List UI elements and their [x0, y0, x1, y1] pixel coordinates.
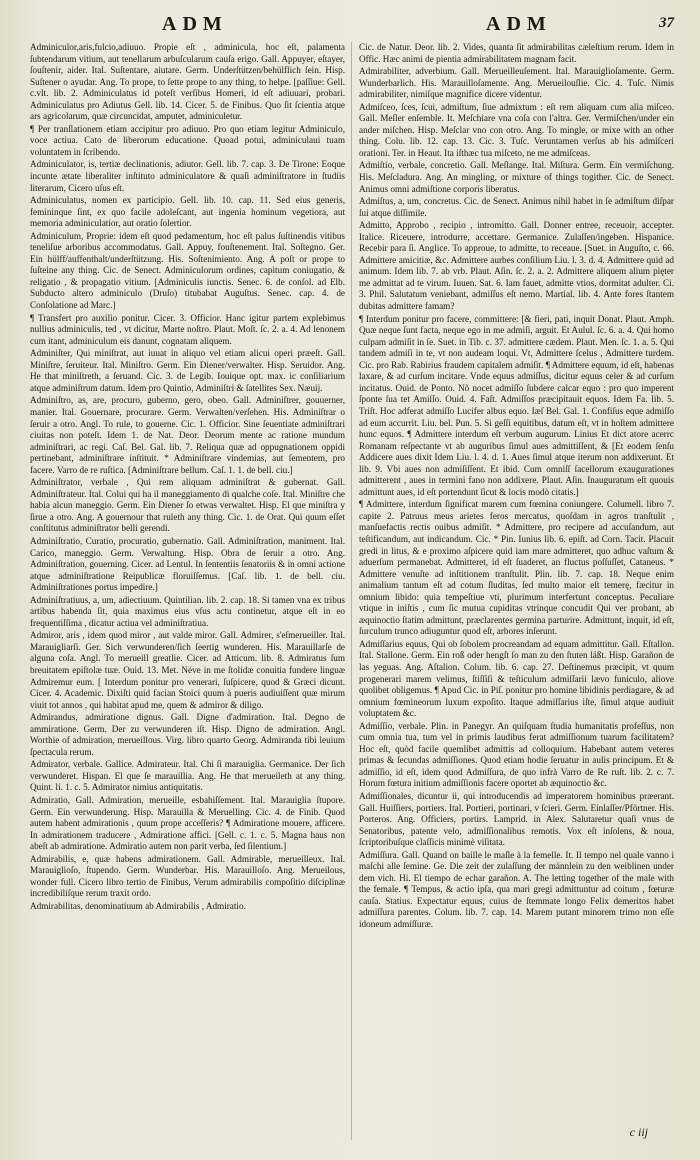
dictionary-entry: Admirabilis, e, quæ habens admirationem. Gall. Admirable, merueilleux. Ital. Marauiglioſo, ſtupendo. Germ. Wunderbar. His. Marauilloſo. Ang. Merueilous, wonder full. Cicero libro tertio de Finibus, Verum admirabilis compoſitio diſciplinæ incredibiliſque rerum traxit ordo. — [30, 853, 345, 899]
dictionary-entry: Admirabilitas, denominatiuum ab Admirabilis , Admiratio. — [30, 900, 246, 911]
dictionary-entry: Admiſſionales, dicuntur ii, qui introducendis ad imperatorem hominibus præerant. Gall. Huiſſiers, portiers. Ital. Portieri, portinari, v ſcieri. Germ. Einlaſſer/Pförtner. His. Porteros. Ang. Officiers, portirs. Lamprid. in Alex. Salutaretur quaſi vnus de Senatoribus, patente velo, admiſſionalibus remotis. Vox eſt inſolens, & noua, ſcriptoribuſque claſſicis minimè viſitata. — [359, 791, 674, 848]
dictionary-entry: Admiſſio, verbale. Plin. in Panegyr. An quiſquam ſtudia humanitatis profeſſus, non cum omnia tua, tum vel in primis laudibus ferat admiſſionum tuarum facilitatem? Hoc eſt, quòd facile quemlibet admittis ad colloquium. Habebant autem veteres primas & ſecundas admiſſiones. Quod etiam hodie ſeruatur in aulis principum. Et & admiſſio, id eſt, idem quod Admiſſura, de quo infrà Varro de Re ruſt. lib. 2. c. 7. Horum fœtura initium admiſſionis facere oportet ab æquinoctio &c. — [359, 720, 674, 789]
dictionary-entry: Admiſtio, verbale, concretio. Gall. Meſlange. Ital. Miſtura. Germ. Ein vermiſchung. His. Meſcladura. Ang. An mingling, or mixture of things togither. Cic. de Senect. Animus omni admiſtione corporis liberatus. — [359, 160, 674, 194]
dictionary-entry: Adminiſtratiuus, a, um, adiectiuum. Quintilian. lib. 2. cap. 18. Si tamen vna ex tribus artibus habenda ſit, quia maximus eius vſus actu continetur, atque eſt in eo frequentiſſima , dicatur actiua vel adminiſtratiua. — [30, 594, 345, 628]
dictionary-entry: Admirabiliter, adverbium. Gall. Merueilleuſement. Ital. Marauiglioſamente. Germ. Wunderbarlich. His. Marauilloſamente. Ang. Merueilouſlie. Cic. 4. Tuſc. Nimis admirabiliter, nimiſque magnifice dicere videntur. — [359, 66, 674, 100]
dictionary-entry: Adminiculator, is, tertiæ declinationis, adiutor. Gell. lib. 7. cap. 3. De Tirone: Eoque incunte ætate liberaliter inſtituto adminiculatore & quaſi adminiſtratore in ſtudiis literarum, Cicero uſus eſt. — [30, 159, 345, 193]
dictionary-entry: Admirator, verbale. Gallice. Admirateur. Ital. Chi ſi marauiglia. Germanice. Der ſich verwunderet. Hispan. El que ſe marauillia. Ang. He that merueileth at any thing. Quint. li. 1. c. 5. Admirator nimius antiquitatis. — [30, 759, 345, 793]
dictionary-entry: ¶ Interdum ponitur pro facere, committere: [& fieri, pati, inquit Donat. Plaut. Amph. Quæ neque ſunt facta, neque ego in me admiſi, arguit. Et Aulul. ſc. 6. a. 4. Qui homo culpam admiſit in ſe. Suet. in Tib. c. 37. admittere cædem. Plaut. Men. ſc. 1. a. 5. Qui tandem admiſi in te, vt non audeam loqui. Vt, Admittere ſcelus , Admittere turdem. Cic. pro Rab. Rabirius fraudem capitalem admiſit. ¶ Admittere equum, id eſt, habenas laxare, & ad curſum incitare. Vnde equus admiſſus, dicitur equus celer & ad curſum incitatus. Ouid. de Ponto. Nõ nocet admiſſo ſubdere calcar equo : pro quo imperent ſponte ſua tet Amiſſo. Ouid. 4. Faſt. Admiſſos præcipitauit equos. Idem Fa. lib. 5. Triſt. Hoc adferat admiſſo Lucifer albus equo. Iæſ Bel. Gal. 1. Confiſus eque admiſſo ad eum accurrit. Liu. bel. Pun. 5. Si geſſi equitibus, datum eſt, vt in hoſtem admittere hunc equos. ¶ Admittere interdum eſt verbum augurum. Linius Et dict atore acerrc Romanam reſpectante vt ab auguribus ſimul aues admittiſſent, & [Et eodem ſenſu Addicere aues dixit Idem Liu. l. 4. d. 1. Aues ſimul atque iterum non addixerunt. Et lib. 9. Vbi aues non admiſiſſent. Et ibid. Cum omniſſ ſacellorum exaugurationes admitterent , aues in termini fano non addixere. Plaut. Aſin. Inauguratum eſt quouis admittunt aues, id eſt portendunt ſicut & locis modò citatis.] — [359, 313, 674, 497]
column-right — [359, 42, 674, 932]
dictionary-entry: Adminiculor,aris,fulcio,adiuuo. Propie eſt , adminicula, hoc eſt, palamenta ſubtendarum vitium, aut tenellarum arbuſcularum cauſa erigo. Gall. Appuyer, eſtayer, ſouſtenir, aider. Ital. Suſtentare, aiutare. Germ. Underſtützen/behülflich ſein. Hisp. Suſtener o ayudar. Ang. To prope, to ſette prope to any thing, to helpe. [paſſiue: Gell. c.vlt. lib. 2. Adminiculatus id poteſt verſibus Homeri, id eſt adiuuari, probari. Adminiculatus pro Adiutus Gell. lib. 14. Cicer. 5. de Finibus. Quo ſit ſcientia atque ars agricolarum, quæ circuncidat, amputet, adminiculetur. — [30, 42, 345, 122]
signature-mark: c iij — [629, 1125, 648, 1139]
running-header — [30, 8, 674, 42]
header-word-left: ADM — [162, 13, 228, 35]
dictionary-entry: Cic. de Natur. Deor. lib. 2. Vides, quanta ſit admirabilitas cæleſtium rerum. Idem in Offic. Hæc animi de pientia admirabilitatem magnam facit. — [359, 42, 674, 64]
dictionary-entry: Adminiſtratio, Curatio, procuratio, gubernatio. Gall. Adminiſtration, maniment. Ital. Carico, maneggio. Germ. Verwaltung. Hisp. Obra de ſeruir a otro. Ang. Adminiſtration, gouerning. Cicer. ad Lentul. In ſententiis ſenatoriis & in omni actione atque adminiſtratione Reipublicæ floruiſſemus. [Caſ. lib. 1. de bell. ciu. Adminiſtrationes portus impedire.] — [30, 535, 345, 593]
column-left — [30, 42, 345, 932]
dictionary-entry: Admiſtus, a, um, concretus. Cic. de Senect. Animus nihil habet in ſe admiſtum diſpar ſui atque diſſimile. — [359, 196, 674, 218]
dictionary-entry: Adminiculatus, nomen ex participio. Gell. lib. 10. cap. 11. Sed eius generis, femininque ſint, ex quo facile adoleſcant, aut ingenia hominum vegetiora, aut memoria adminiculatior, aut oratio ſolertior. — [30, 195, 345, 229]
dictionary-entry: Adminiculum, Proprie: idem eſt quod pedamentum, hoc eſt palus ſuſtinendis vitibus teneliſue arboribus accommodatus. Gall. Appuy, fouſtenement. Ital. Soſtegno. Ger. Ein hülff/auffenthalt/underſtützung. His. Soſtenimiento. Ang. A poſt or prope to ſuſteine any thing. Cic. de Senect. Adminiculorum ordines, capitum coniugatio, & religatio , & propagatio vitium. [Adminiculis iunctis. Senec. 6. de conſol. ad Elb. Subducto altero adminiculo (Druſo) titubabat Auguſtus. Senec. cap. 4. de Conſolatione ad Marc.] — [30, 230, 345, 311]
dictionary-entry: Admiror, aris , idem quod miror , aut valde miror. Gall. Admirer, s'eſmerueiller. Ital. Marauigliarſi. Ger. Sich verwunderen/ſich ſeertig wunderen. His. Marauillarſe de alguna coſa. Angl. To merueill greatlie. Cicer. ad Atticum. lib. 8. Admiratus ſum breuitatem epiſtolæ tuæ. Ouid. 13. Met. Néve in me ſtolidæ conuitia fundere linguæ Admiremur eum. [ Interdum ponitur pro venerari, ſuſpicere, quod & Græci dicunt. Cicer. 4. Academic. Dixiſti quid facian Stoici quum à pueris audiuiſſent quæ mirum viuit tot annos , qui habitat apud me, quem & admiror & diligo. — [30, 630, 345, 710]
text-columns — [30, 42, 674, 932]
dictionary-entry: Adminiſtrator, verbale , Qui rem aliquam adminiſtrat & gubernat. Gall. Adminiſtrateur. Ital. Colui qui ha il maneggiamento di qualche coſe. Ital. Miniſtre che habia alcun maneggio. Germ. Ein Diener ſo etwas verwaltet. Hisp. El que miniſtra y ſirue a otro. Ang. A gouernour that ruleth any thing. Cic. 1. de Orat. Qui quum eſſet conſtitutus adminiſtrator belli gerendi. — [30, 477, 345, 534]
column-divider — [351, 42, 352, 1140]
header-word-right: ADM — [486, 13, 552, 35]
page-number: 37 — [659, 15, 674, 31]
dictionary-entry: Admiſſarius equus, Qui ob ſobolem procreandam ad equam admittitur. Gall. Eſtallon. Ital. Stallone. Germ. Ein roß oder hengſt ſo man zu den ſtuten läßt. Hisp. Garañon de las yeguas. Ang. Aſtalion. Colum. lib. 6. cap. 27. Deſtinemus præcipit, vt quum progenerari marem velimus, ſtiſſiſi & teſticulum admiſſarii lævo funiculo, aliove quolibet obligemus. ¶ Apud Cic. in Piſ. ponitur pro homine libidinis perdiagare, & ad omnium fœmineorum luxum expoſito. Itaque admiſſarius iſte, ſimul atque audiuit voluptatem &c. — [359, 638, 674, 719]
dictionary-entry: Admitto, Approbo , recipio , intromitto. Gall. Donner entree, receuoir, accepter. Italice. Riceuere, introdurre, accettare. Germanice. Zulaſſen/ingeben. Hispanice. Recebir para ſi. Anglice. To approue, to admitte, to receaue. [Suet. in Auguſto, c. 66. Admittere amicitiæ, &c. Admittere aurbes conſilium Liu. l. 3. d. 4. Admittere quid ad animum. Idem lib. 7. ab vrb. Plaut. Aſin. ſc. 2. a. 2. Admittere aliquem alium pięter me admittat ad te virum. Iuuen. Sat. 6. Iam fauet, admitte vtios, dormitat adulter. Ci. 3. Phil. Salutatum veniebant, admiſſus eſt nemo. Martial. lib. 4. Ante fores ſtantem dubitas admittere famam? — [359, 220, 674, 312]
dictionary-entry: Admirandus, admiratione dignus. Gall. Digne d'admiration. Ital. Degno de ammiratione. Germ. Der zu verwunderen iſt. Hisp. Digno de admiration. Angl. Worthie of admiration, merueillous. Virg. libro quarto Georg. Admiranda tibi leuium ſpectacula rerum. — [30, 712, 345, 757]
dictionary-entry: Adminiſtro, as, are, procuro, guberno, gero, obeo. Gall. Adminiſtrer, gouuerner, manier. Ital. Gouernare, procurare. Germ. Verwalten/verſehen. His. Adminiſtrar o ſeruir a otro. Angl. To rule, to gouerne. Cic. 1. Officior. Sine ſeuentiate adminiſtrari ciuitas non poteſt. Idem 1. de Nat. Deor. Deorum mente ac ratione mundum adminiſtrari, ac regi. Caſ. Bel. Gal. lib. 7. Reliqua quæ ad oppugnationem oppidi pertinebant, adminiſtrare inſtituit. * Adminiſtrare vindemias, aut ſementem, pro facere. Varro de re ruſtica. [Adminiſtrare bellum. Caſ. 1. 1. de bell. ciu.] — [30, 395, 345, 475]
page-footer — [0, 1120, 700, 1140]
dictionary-entry: ¶ Admittere, interdum ſignificat marem cum fœmina coniungere. Columell. libro 7. capite 2. Patruus meus arietes feros mercatus, quoſdam in agros tranſtulit , manſuefactis rectis ouibus admiſit. * Admittere, pro recipere ad accuſandum, aut teſtificandum, aut indicandum. Cic. * Pin. Iunius lib. 6. epiſt. ad Corn. Tacit. Placuit gredi in litus, & e proximo aſpicere quid iam mare admitteret, quo adhuc vaſtum & aduerſum permanebat. Admitteret, id eſt ſuaderet, an fluctus poſſuſſet, Cataneus. * Admittere venuſte ad inſtitionem tranſtulit. Plin. lib. 7. cap. 18. Neque enim animalium tantum eſt ad cotum ſluditas, ſed multo maior eſt temerę, fæcitur in omnium libido: quia tempeſtiue vti, plurimum interfertunt conceptus. Peculiare vtique in iniſtis , cum ſic mutua cupiditas vtrinque concudit Qui ver probant, ab æquinoctio ſtatim admittunt, præclarentes germina parturire. Admittunt, inquit, id eſt, ſurculum trunco adiuguntur quod eſt, arbores inſerunt. — [359, 499, 674, 637]
dictionary-entry: ¶ Per tranſlationem etiam accipitur pro adiuuo. Pro quo etiam legitur Adminiculo, voce actiua. Cato de liberorum educatione. Quoad potui, adminiculaui tuam voluntatem in ſcribendo. — [30, 123, 345, 157]
dictionary-entry: Adminiſter, Qui miniſtrat, aut iuuat in aliquo vel etiam alicui operi præeſt. Gall. Miniſtre, ſeruiteur. Ital. Miniſtro. Germ. Ein Diener/verwalter. Hisp. Seruidor. Ang. He that miniſtreth, a ſeruand. Cic. 3. de Legib. Iouique opt. max. ic conſiliarium atque adminiſtrum datum. Idem pro Quintio, Adminiſtri & ſatellites Sex. Næuij. — [30, 348, 345, 393]
dictionary-entry: Admiſceo, ſces, ſcui, admiſtum, ſiue admixtum : eſt rem aliquam cum alia miſceo. Gall. Meſler enſemble. It. Meſchiare vna coſa con l'altra. Ger. Vermiſchen/under ein ander miſchen. Hisp. Meſclar vno con otro. Ang. To mingle, or mixe with an other thing. Colu. lib. 12. cap. 13. Cic. 3. Tuſc. Veruntamen verſus ab his admiſceri orationi. Ter. in Heaut. Ita iſthæc tua miſceto, ne me admiſceas. — [359, 101, 674, 158]
dictionary-entry: ¶ Transfert pro auxilio ponitur. Cicer. 3. Officior. Hanc igitur partem explebimus nullius adminiculis, ted , vt dicitur, Marte noſtro. Plaut. Moſt. ſc. 2. a. 4. Ad lenonem cum itant, adminiculum eis danunt, cognatam aliquem. — [30, 312, 345, 346]
dictionary-entry: Admiſſura. Gall. Quand on baille le maſle à la femelle. It. Il tempo nel quale vanno i maſchi alle ſemine. Ge. Die zeit der zulaſſung der männlein zu den weiblinen under dem vich. Hi. El tiempo de echar garañon. A. The letting together of the male with the female. ¶ Tempus, & actio ipſa, qua mari gregi admittuntur ad coitum , fœturæ cauſa. Statius. Expectatur equus, cuius de ſtemmate longo Felix demeritos habet admiſſura parentes. Colum. lib. 7. cap. 14. Marem putant minorem trimo non eſſe idoneum admiſſuræ. — [359, 849, 674, 930]
dictionary-entry: Admiratio, Gall. Admiration, merueille, esbahiſſement. Ital. Marauiglia ſtupore. Germ. Ein verwunderung. Hisp. Marauilla & Meruelling. Cic. 4. de Finib. Quod autem habent admirationis , quum prope acceſſeris? ¶ Admiratione mouere, afficere. In admirationem traducere , Admiratione affici. [Gell. c. 1. c. 5. Magna haus non abeſt ab admiratione. Admiratio autem non parit verba, ſed ſilentium.] — [30, 795, 345, 852]
